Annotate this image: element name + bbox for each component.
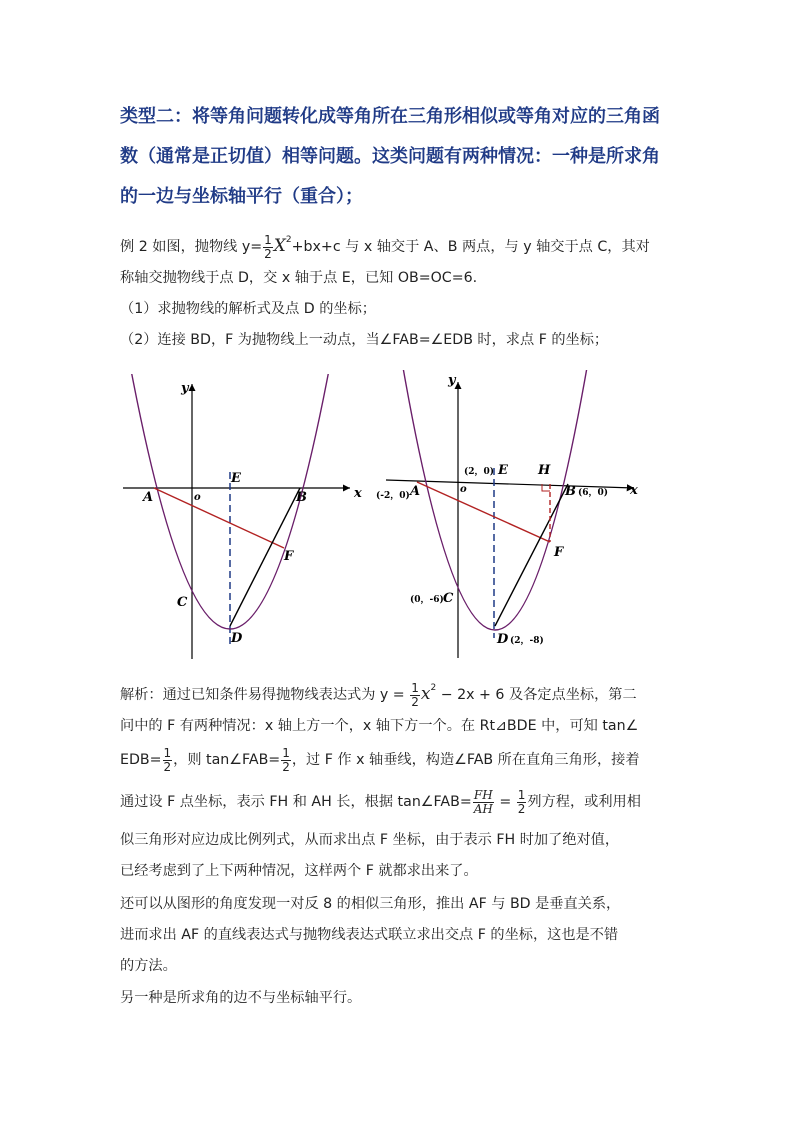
coord-e: (2，0)	[464, 467, 495, 477]
axis-label-y: y	[448, 373, 456, 388]
parabola	[400, 370, 590, 630]
fraction-half: $\frac{1}{2}$	[517, 787, 526, 816]
section-heading	[120, 97, 680, 217]
heading-line-2: 数（通常是正切值）相等问题。这类问题有两种情况：一种是所求角	[120, 146, 660, 167]
x-axis	[386, 480, 634, 488]
fraction-fh-ah: $\frac{FH}{AH}$	[473, 787, 493, 816]
point-label-a: A	[410, 484, 421, 499]
fraction-half: $\frac{1}{2}$	[411, 680, 419, 709]
axis-label-x: x	[354, 486, 362, 501]
question-2: （2）连接 BD，F 为抛物线上一动点，当∠FAB=∠EDB 时，求点 F 的坐标；	[120, 332, 609, 348]
origin-label: o	[194, 492, 201, 503]
point-label-a: A	[143, 490, 154, 505]
fraction-half: $\frac{1}{2}$	[282, 745, 290, 774]
axis-label-x: x	[630, 483, 638, 498]
point-label-b: B	[565, 484, 576, 499]
figure-1	[118, 374, 378, 664]
analysis-line-3: EDB= $\frac{1}{2}$ ，则 tan∠FAB= $\frac{1}{2}$ ，过 F 作 x 轴垂线，构造∠FAB 所在直角三角形，接着	[120, 745, 640, 774]
analysis-line-5: 似三角形对应边成比例列式，从而求出点 F 坐标，由于表示 FH 时加了绝对值，	[120, 832, 620, 848]
heading-line-1: 类型二：将等角问题转化成等角所在三角形相似或等角对应的三角函	[120, 106, 660, 127]
example-line-2: 称轴交抛物线于点 D，交 x 轴于点 E，已知 OB=OC=6.	[120, 270, 478, 286]
point-label-d: D	[231, 631, 243, 646]
point-label-b: B	[296, 490, 307, 505]
analysis-line-4: 通过设 F 点坐标，表示 FH 和 AH 长，根据 tan∠FAB= $\frac{FH}{AH}$ = $\frac{1}{2}$ 列方程，或利用相	[120, 787, 641, 816]
analysis-line-2: 问中的 F 有两种情况：x 轴上方一个，x 轴下方一个。在 Rt⊿BDE 中，可知 tan∠	[120, 718, 639, 734]
fraction-half: $\frac{1}{2}$	[264, 232, 272, 261]
segment-af	[154, 488, 284, 548]
point-label-d: D	[497, 632, 509, 647]
origin-label: o	[460, 484, 467, 495]
coord-c: (0，-6)	[410, 595, 444, 605]
analysis-line-6: 已经考虑到了上下两种情况，这样两个 F 就都求出来了。	[120, 863, 478, 879]
analysis-line-8: 进而求出 AF 的直线表达式与抛物线表达式联立求出交点 F 的坐标，这也是不错	[120, 927, 619, 943]
point-label-e: E	[498, 463, 508, 478]
point-label-f: F	[284, 549, 294, 564]
point-label-c: C	[177, 595, 188, 610]
coord-d: (2，-8)	[510, 636, 544, 646]
analysis-line-1: 解析：通过已知条件易得抛物线表达式为 y = $\frac{1}{2}$ $x^2 - 2x + 6$ 及各定点坐标，第二	[120, 680, 637, 709]
heading-line-3: 的一边与坐标轴平行（重合）；	[120, 186, 363, 207]
point-label-f: F	[554, 545, 564, 560]
analysis-line-7: 还可以从图形的角度发现一对反 8 的相似三角形，推出 AF 与 BD 是垂直关系，	[120, 896, 621, 912]
analysis-line-9: 的方法。	[120, 958, 177, 974]
fraction-half: $\frac{1}{2}$	[163, 745, 172, 774]
analysis-line-10: 另一种是所求角的边不与坐标轴平行。	[120, 990, 362, 1006]
point-label-h: H	[538, 463, 551, 478]
figure-2	[372, 370, 654, 664]
coord-b: (6，0)	[578, 488, 609, 498]
point-label-e: E	[231, 471, 241, 486]
axis-label-y: y	[181, 381, 189, 396]
question-1: （1）求抛物线的解析式及点 D 的坐标；	[120, 301, 376, 317]
coord-a: (-2，0)	[376, 491, 410, 501]
example-line-1: 例 2 如图，抛物线 y= $\frac{1}{2}$ $X^2+bx+c$ 与 x 轴交于 A、B 两点，与 y 轴交于点 C，其对	[120, 232, 650, 261]
segment-af	[417, 482, 550, 542]
point-label-c: C	[443, 591, 454, 606]
